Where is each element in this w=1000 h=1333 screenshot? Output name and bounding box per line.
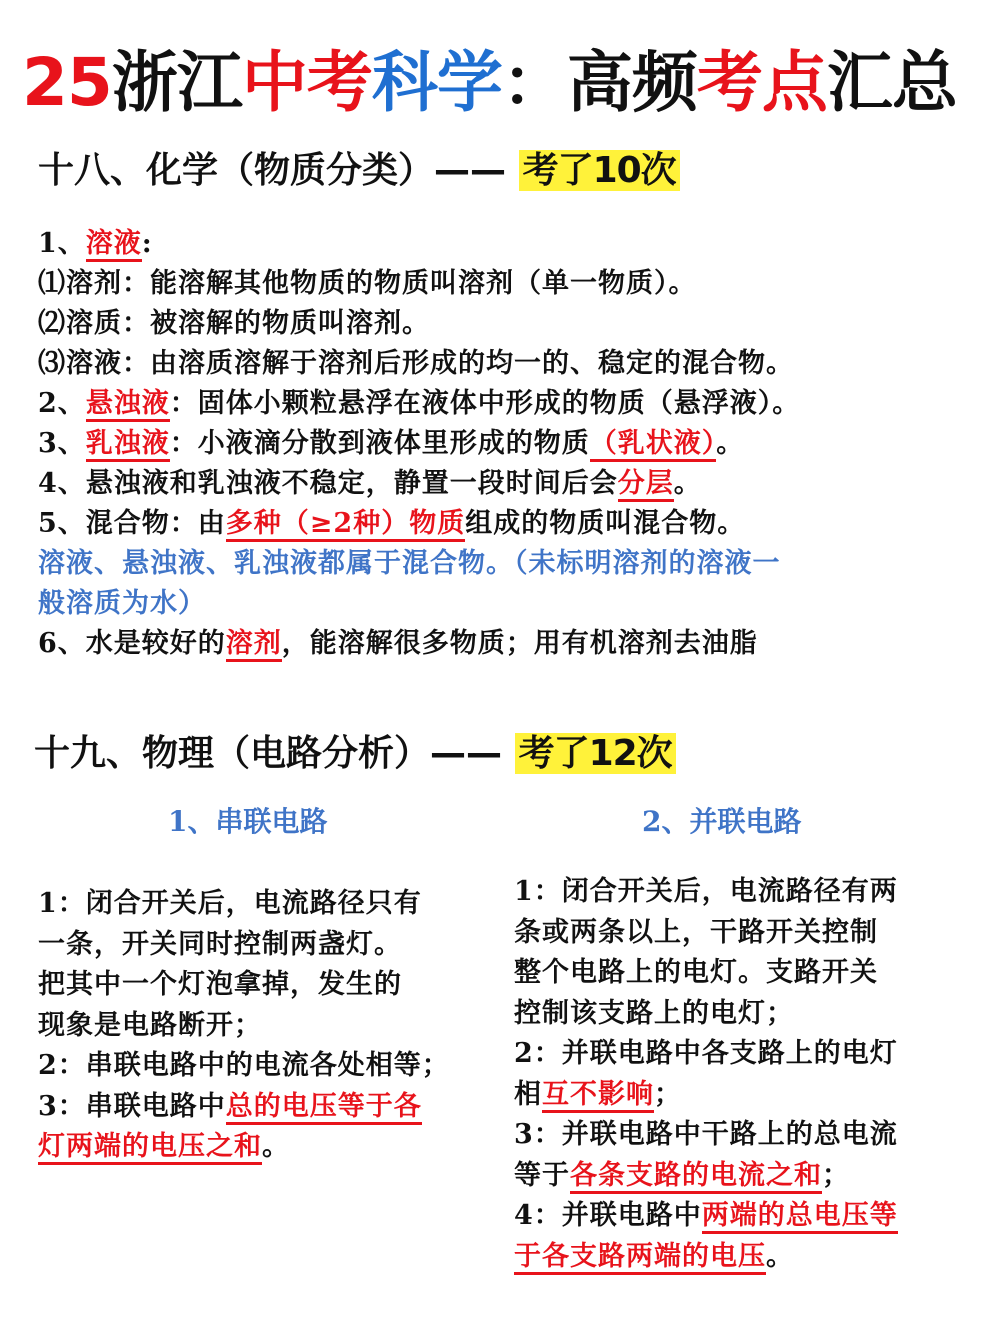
parallel-line-9	[514, 1196, 984, 1237]
s18-l1-prefix: 1、	[38, 228, 86, 259]
series-l6-keyword: 总的电压等于各	[226, 1091, 422, 1125]
s18-l6-suffix: 。	[716, 428, 745, 459]
parallel-l9-keyword: 两端的总电压等	[702, 1200, 898, 1234]
s18-l7-keyword: 分层	[618, 468, 674, 502]
parallel-line-10	[514, 1237, 984, 1278]
series-line-6	[38, 1087, 498, 1128]
s18-l11-keyword: 溶剂	[226, 628, 282, 662]
section18-heading-text: 十八、化学（物质分类）——	[38, 150, 507, 191]
s18-line-11	[38, 624, 758, 664]
series-circuit-title: 1、串联电路	[168, 805, 328, 838]
series-line-5: 2：串联电路中的电流各处相等；	[38, 1050, 450, 1081]
s18-line-9: 溶液、悬浊液、乳浊液都属于混合物。（未标明溶剂的溶液一	[38, 548, 781, 579]
parallel-line-6	[514, 1075, 984, 1116]
s18-l5-prefix: 2、	[38, 388, 86, 419]
parallel-line-5: 2：并联电路中各支路上的电灯	[514, 1038, 898, 1069]
s18-l8-keyword: 多种（≥2种）物质	[226, 508, 465, 542]
section19-heading	[34, 728, 676, 780]
s18-line-2: ⑴溶剂：能溶解其他物质的物质叫溶剂（单一物质）。	[38, 268, 697, 299]
series-circuit-notes	[38, 884, 498, 1168]
parallel-circuit-notes	[514, 872, 984, 1277]
series-l6-prefix: 3：串联电路中	[38, 1090, 226, 1122]
series-line-1: 1：闭合开关后，电流路径只有	[38, 888, 422, 919]
section18-heading	[38, 145, 680, 197]
parallel-l6-prefix: 相	[514, 1078, 542, 1110]
parallel-l8-prefix: 等于	[514, 1159, 570, 1191]
series-l7-keyword: 灯两端的电压之和	[38, 1131, 262, 1165]
s18-l5-suffix: ：固体小颗粒悬浮在液体中形成的物质（悬浮液）。	[169, 388, 801, 419]
parallel-l10-keyword: 于各支路两端的电压	[514, 1241, 766, 1275]
s18-l1-keyword: 溶液	[86, 228, 142, 262]
s18-line-8	[38, 504, 745, 544]
title-region: 浙江	[111, 44, 242, 121]
s18-l8-suffix: 组成的物质叫混合物。	[465, 508, 746, 539]
s18-l6-middle: ：小液滴分散到液体里形成的物质	[169, 428, 590, 459]
parallel-circuit-title: 2、并联电路	[642, 805, 802, 838]
s18-l6-prefix: 3、	[38, 428, 86, 459]
series-l7-suffix: 。	[262, 1131, 290, 1162]
s18-l8-prefix: 5、混合物：由	[38, 508, 226, 539]
parallel-l9-prefix: 4：并联电路中	[514, 1200, 702, 1231]
title-summary: 汇总	[826, 44, 957, 121]
title-frequency: ：高频	[501, 44, 697, 121]
parallel-line-2: 条或两条以上，干路开关控制	[514, 916, 878, 948]
s18-l7-prefix: 4、悬浊液和乳浊液不稳定，静置一段时间后会	[38, 468, 618, 499]
series-line-2: 一条，开关同时控制两盏灯。	[38, 928, 402, 960]
s18-l1-suffix: :	[141, 228, 153, 259]
s18-line-1	[38, 224, 153, 264]
s18-l11-suffix: ，能溶解很多物质；用有机溶剂去油脂	[281, 628, 758, 659]
section18-count-badge: 考了10次	[519, 150, 680, 191]
s18-line-4: ⑶溶液：由溶质溶解于溶剂后形成的均一的、稳定的混合物。	[38, 348, 794, 379]
s18-line-10: 般溶质为水）	[38, 588, 206, 619]
series-line-4: 现象是电路断开；	[38, 1009, 262, 1041]
title-points: 考点	[696, 44, 827, 121]
s18-l6-keyword: 乳浊液	[86, 428, 170, 462]
s18-l5-keyword: 悬浊液	[86, 388, 170, 422]
s18-l7-suffix: 。	[673, 468, 702, 499]
title-year: 25	[22, 44, 112, 121]
section19-count-badge: 考了12次	[515, 733, 676, 774]
s18-line-3: ⑵溶质：被溶解的物质叫溶剂。	[38, 308, 430, 339]
s18-l11-prefix: 6、水是较好的	[38, 628, 226, 659]
series-line-3: 把其中一个灯泡拿掉，发生的	[38, 969, 402, 1000]
parallel-line-1: 1：闭合开关后，电流路径有两	[514, 876, 898, 907]
parallel-line-8	[514, 1156, 984, 1197]
title-subject: 科学	[371, 44, 502, 121]
parallel-l8-suffix: ；	[822, 1159, 850, 1191]
s18-line-7	[38, 464, 702, 504]
parallel-l10-suffix: 。	[766, 1240, 794, 1272]
series-line-7	[38, 1127, 498, 1168]
s18-line-5	[38, 384, 800, 424]
page-title	[22, 38, 982, 128]
parallel-line-4: 控制该支路上的电灯；	[514, 997, 794, 1029]
parallel-line-3: 整个电路上的电灯。支路开关	[514, 957, 878, 988]
s18-line-6	[38, 424, 744, 464]
s18-l6-keyword2: （乳状液）	[590, 428, 717, 462]
parallel-l6-keyword: 互不影响	[542, 1079, 654, 1113]
parallel-l6-suffix: ；	[654, 1078, 682, 1110]
section19-heading-text: 十九、物理（电路分析）——	[34, 733, 503, 774]
parallel-l8-keyword: 各条支路的电流之和	[570, 1160, 822, 1194]
title-exam: 中考	[241, 44, 372, 121]
parallel-line-7: 3：并联电路中干路上的总电流	[514, 1119, 898, 1150]
